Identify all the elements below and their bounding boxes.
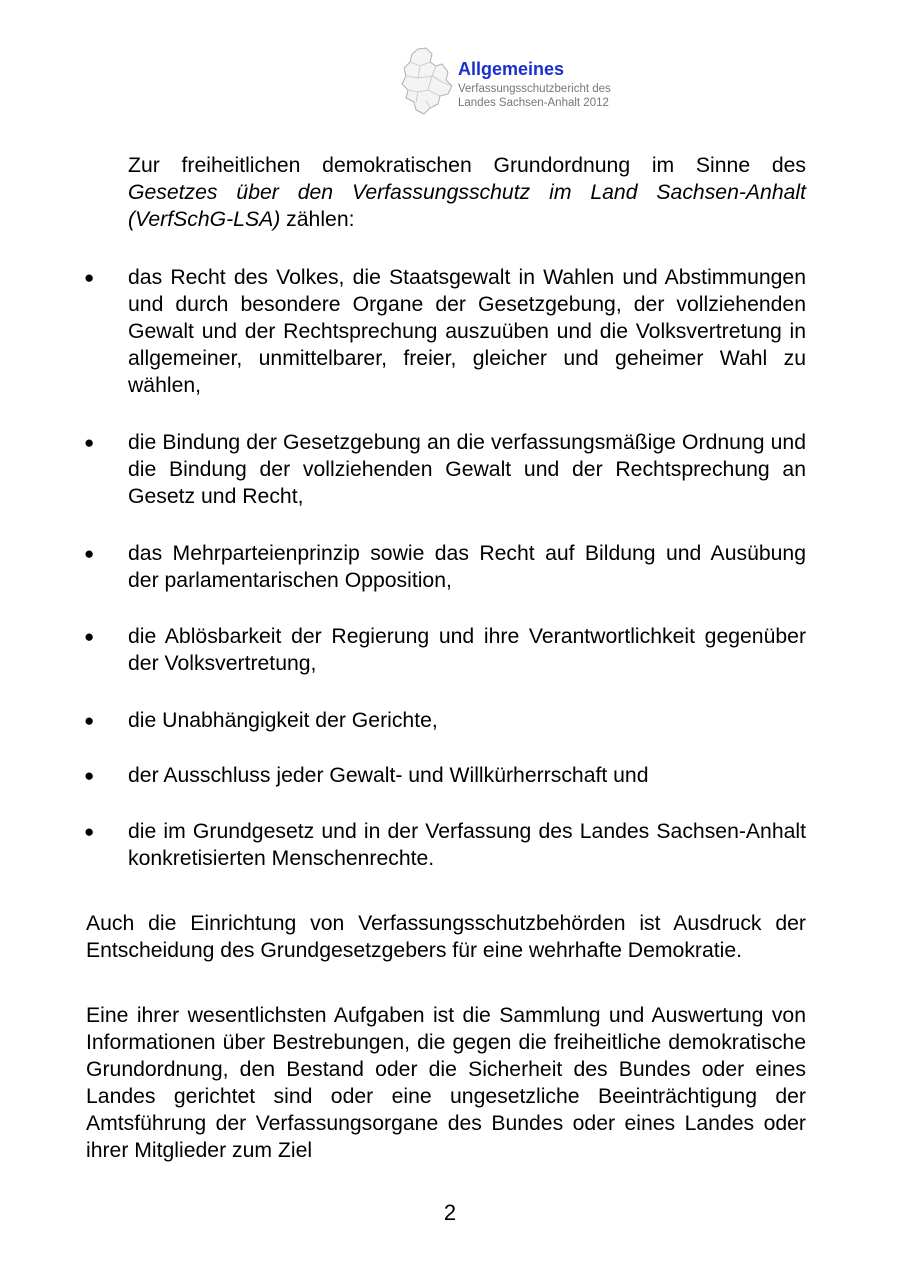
intro-tail: zählen: bbox=[280, 208, 355, 231]
bullet-icon: ● bbox=[84, 711, 95, 730]
bullet-icon: ● bbox=[84, 766, 95, 785]
list-item-text: der Ausschluss jeder Gewalt- und Willkürherrschaft und bbox=[128, 764, 649, 787]
page-number: 2 bbox=[443, 1200, 457, 1225]
list-item-text: die im Grundgesetz und in der Verfassung des Landes Sachsen-Anhalt konkretisierten Menschenrechte. bbox=[128, 820, 806, 870]
bullet-icon: ● bbox=[84, 433, 95, 452]
list-item-text: das Mehrparteienprinzip sowie das Recht auf Bildung und Ausübung der parlamentarischen Opposition, bbox=[128, 542, 806, 592]
list-item-text: die Ablösbarkeit der Regierung und ihre Verantwortlichkeit gegenüber der Volksvertretung, bbox=[128, 625, 806, 675]
report-title-line-2: Landes Sachsen-Anhalt 2012 bbox=[458, 97, 609, 109]
report-title-line-1: Verfassungsschutzbericht des bbox=[458, 83, 611, 95]
bullet-icon: ● bbox=[84, 268, 95, 287]
bullet-icon: ● bbox=[84, 544, 95, 563]
saxony-anhalt-map-icon bbox=[396, 46, 456, 116]
bullet-icon: ● bbox=[84, 627, 95, 646]
intro-lead: Zur freiheitlichen demokratischen Grundordnung im Sinne des bbox=[128, 154, 806, 177]
list-item-text: die Unabhängigkeit der Gerichte, bbox=[128, 709, 438, 732]
body-paragraph: Auch die Einrichtung von Verfassungsschutzbehörden ist Ausdruck der Entscheidung des Grundgesetzgebers für eine wehrhafte Demokratie. bbox=[86, 912, 806, 962]
section-title: Allgemeines bbox=[458, 59, 565, 79]
list-item-text: die Bindung der Gesetzgebung an die verfassungsmäßige Ordnung und die Bindung der vollziehenden Gewalt und der Rechtsprechung an Gesetz und Recht, bbox=[128, 431, 806, 508]
intro-paragraph bbox=[128, 152, 806, 233]
bullet-icon: ● bbox=[84, 822, 95, 841]
law-title: Gesetzes über den Verfassungsschutz im Land Sachsen-Anhalt (VerfSchG-LSA) bbox=[128, 181, 806, 231]
page-header bbox=[396, 46, 636, 118]
list-item-text: das Recht des Volkes, die Staatsgewalt in Wahlen und Abstimmungen und durch besondere Organe der Gesetzgebung, der vollziehenden Gewalt und der Rechtsprechung auszuüben und die Volksvertretung in allgemeiner, unmittelbarer, freier, gleicher und geheimer Wahl zu wählen, bbox=[128, 266, 806, 397]
body-paragraph: Eine ihrer wesentlichsten Aufgaben ist die Sammlung und Auswertung von Informationen über Bestrebungen, die gegen die freiheitliche demokratische Grundordnung, den Bestand oder die Sicherheit des Bundes oder eines Landes gerichtet sind oder eine ungesetzliche Beeinträchtigung der Amtsführung der Verfassungsorgane des Bundes oder eines Landes oder ihrer Mitglieder zum Ziel bbox=[86, 1004, 806, 1162]
